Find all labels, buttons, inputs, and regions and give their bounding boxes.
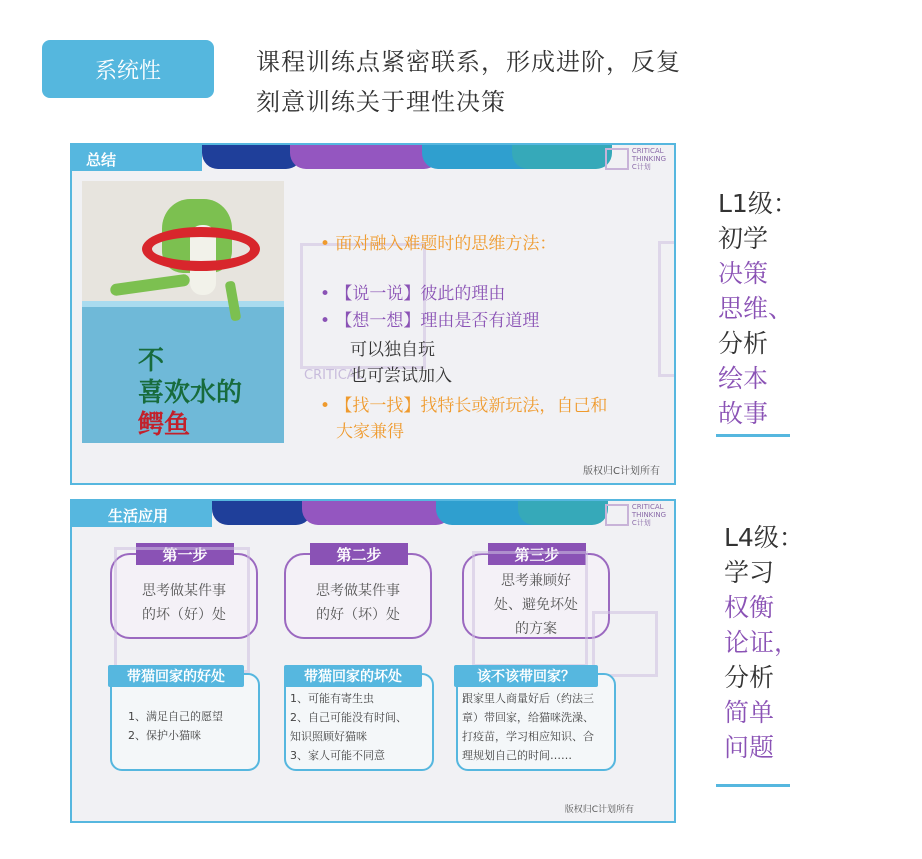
bar-segment-teal [512, 145, 612, 169]
decision-text: 跟家里人商量好后（约法三 章）带回家，给猫咪洗澡、 打疫苗，学习相应知识、合 理规划自己的时间…… [462, 692, 594, 762]
benefits-label: 带猫回家的好处 [108, 665, 244, 687]
benefits-list: 1、满足自己的愿望 2、保护小猫咪 [128, 710, 223, 742]
step-3-text: 思考兼顾好 处、避免坏处 的方案 [494, 573, 578, 637]
watermark-logo-right [658, 241, 676, 377]
logo-mark-icon [605, 504, 629, 526]
decision-label: 该不该带回家？ [454, 665, 598, 687]
watermark-text: CRITICAL [304, 368, 363, 383]
swim-ring [142, 227, 260, 271]
slide-header-bar [72, 501, 674, 529]
l1-underline [716, 434, 790, 437]
bullet-find: • 【找一找】找特长或新玩法，自己和 [320, 396, 608, 416]
bullet-heading: • 面对融入难题时的思维方法： [320, 234, 557, 254]
critical-thinking-logo: CRITICAL THINKING C计划 [605, 503, 666, 527]
bullet-find-cont: 大家兼得 [336, 422, 404, 442]
l4-level: L4级： [724, 523, 804, 552]
summary-slide [70, 143, 676, 485]
bullet-say: • 【说一说】彼此的理由 [320, 284, 506, 304]
copyright: 版权归C计划所有 [583, 466, 660, 477]
sub-bullet-join: 也可尝试加入 [350, 366, 452, 386]
crocodile-tail [110, 273, 191, 296]
watermark-logo [114, 547, 250, 673]
slide-title: 总结 [86, 151, 117, 169]
slide-header-bar [72, 145, 674, 173]
step-1-label: 第一步 [136, 543, 234, 565]
bar-segment-purple [302, 501, 452, 525]
slide-title: 生活应用 [108, 507, 169, 525]
life-application-slide [70, 499, 676, 823]
step-2-label: 第二步 [310, 543, 408, 565]
level-l4-note: L4级： 学习 权衡 论证， 分析 简单 问题 [724, 520, 804, 765]
headline-line-1: 课程训练点紧密联系，形成进阶，反复 [256, 48, 681, 76]
headline [256, 42, 816, 122]
l4-underline [716, 784, 790, 787]
book-title: 不 喜欢水的 鳄鱼 [138, 346, 243, 440]
bar-segment-teal [518, 501, 608, 525]
book-cover-image [82, 181, 284, 443]
sub-bullet-alone: 可以独自玩 [350, 340, 435, 360]
step-2-text: 思考做某件事 的好（坏）处 [316, 583, 400, 623]
step-1-text: 思考做某件事 的坏（好）处 [142, 583, 226, 623]
bar-segment-purple [290, 145, 440, 169]
step-3-label: 第三步 [488, 543, 586, 565]
watermark-logo-2 [472, 551, 588, 667]
copyright: 版权归C计划所有 [564, 805, 634, 815]
l1-level: L1级： [718, 189, 798, 218]
category-tag: 系统性 [42, 40, 214, 98]
bar-segment-navy [202, 145, 302, 169]
logo-mark-icon [605, 148, 629, 170]
bar-segment-navy [212, 501, 312, 525]
watermark-logo-3 [592, 611, 658, 677]
headline-line-2: 刻意训练关于理性决策 [256, 88, 506, 116]
level-l1-note: L1级： 初学 决策 思维、 分析 绘本 故事 [718, 186, 798, 431]
drawbacks-label: 带猫回家的坏处 [284, 665, 422, 687]
drawbacks-list: 1、可能有寄生虫 2、自己可能没有时间、 知识照顾好猫咪 3、家人可能不同意 [290, 692, 407, 762]
critical-thinking-logo: CRITICAL THINKING C计划 [605, 147, 666, 171]
bullet-think: • 【想一想】理由是否有道理 [320, 311, 540, 331]
